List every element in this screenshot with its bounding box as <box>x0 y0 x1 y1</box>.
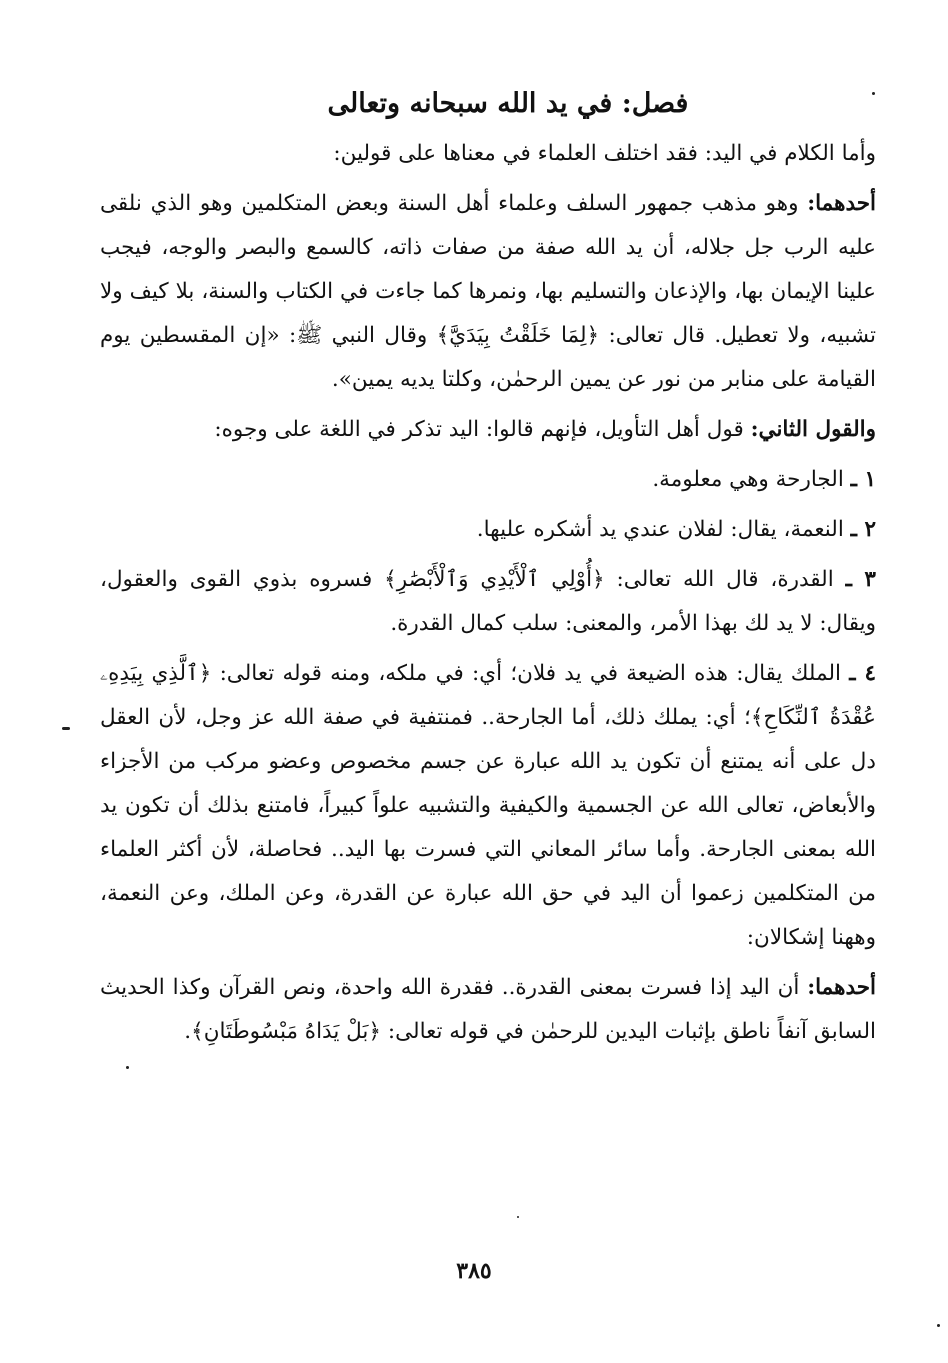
meaning-item-3 <box>100 558 876 646</box>
first-opinion-text-after: وقال النبي ﷺ: «إن المقسطين يوم القيامة على منابر من نور عن يمين الرحمٰن، وكلتا يديه يمين». <box>100 323 876 392</box>
scan-speck <box>62 727 70 730</box>
section-title: فصل: في يد الله سبحانه وتعالى <box>327 88 689 119</box>
meaning-text: الجارحة وهي معلومة. <box>652 467 851 492</box>
quran-verse: ﴿أُوْلِي ٱلْأَيْدِي وَٱلْأَبْصَٰرِ﴾ <box>384 567 605 592</box>
meaning-number: ١ ـ <box>850 467 876 492</box>
scan-speck <box>872 92 875 95</box>
scan-speck <box>126 1066 129 1069</box>
meaning-text: النعمة، يقال: لفلان عندي يد أشكره عليها. <box>476 517 851 542</box>
meaning-item-1 <box>100 458 876 502</box>
scan-speck <box>517 1216 519 1218</box>
quran-verse: ﴿لِمَا خَلَقْتُ بِيَدَيَّ﴾ <box>436 323 600 348</box>
meaning-item-4 <box>100 652 876 960</box>
quran-verse: ﴿بَلْ يَدَاهُ مَبْسُوطَتَانِ﴾ <box>191 1019 382 1044</box>
meaning-text: الملك يقال: هذه الضيعة في يد فلان؛ أي: في ملكه، ومنه قوله تعالى: <box>211 661 850 686</box>
meaning-text: القدرة، قال الله تعالى: <box>604 567 846 592</box>
page-number: ٣٨٥ <box>456 1258 492 1284</box>
first-problem-text: أن اليد إذا فسرت بمعنى القدرة.. فقدرة الله واحدة، ونص القرآن وكذا الحديث السابق آنفاً ناطق بإثبات اليدين للرحمٰن في قوله تعالى: <box>100 975 876 1044</box>
quran-verse: ﴿ٱلَّذِي بِيَدِهِۦ عُقْدَةُ ٱلنِّكَاحِ﴾ <box>100 661 876 730</box>
second-opinion-paragraph <box>100 408 876 452</box>
intro-paragraph: وأما الكلام في اليد: فقد اختلف العلماء في معناها على قولين: <box>333 141 876 166</box>
meaning-text-after: فسروه بذوي القوى والعقول، ويقال: لا يد لك بهذا الأمر، والمعنى: سلب كمال القدرة. <box>100 567 876 636</box>
second-opinion-text: قول أهل التأويل، فإنهم قالوا: اليد تذكر في اللغة على وجوه: <box>214 417 751 442</box>
first-opinion-text: وهو مذهب جمهور السلف وعلماء أهل السنة وبعض المتكلمين وهو الذي نلقى عليه الرب جل جلاله، أن يد الله صفة من صفات ذاته، كالسمع والبصر والوجه، فيجب علينا الإيمان بها، والإذعان والتسليم بها، ونمرها كما جاءت في الكتاب والسنة، بلا كيف ولا تشبيه، ولا تعطيل. قال تعالى: <box>100 191 876 348</box>
second-opinion-lead: والقول الثاني: <box>750 417 876 442</box>
meaning-number: ٢ ـ <box>850 517 876 542</box>
page-body <box>100 82 876 1060</box>
first-opinion-paragraph <box>100 182 876 402</box>
first-problem-lead: أحدهما: <box>807 975 876 1000</box>
meaning-text-after: ؛ أي: يملك ذلك، أما الجارحة.. فمنتفية في صفة الله عز وجل، لأن العقل دل على أنه يمتنع أن تكون يد الله عبارة عن جسم مخصوص وعضو مركب من الأجزاء والأبعاض، تعالى الله عن الجسمية والكيفية والتشبيه علواً كبيراً، فامتنع بذلك أن تكون يد الله بمعنى الجارحة. وأما سائر المعاني التي فسرت بها اليد.. فحاصلة، لأن أكثر العلماء من المتكلمين زعموا أن اليد في حق الله عبارة عن القدرة، وعن الملك، وعن النعمة، وههنا إشكالان: <box>100 705 876 950</box>
meaning-number: ٤ ـ <box>849 661 876 686</box>
meaning-item-2 <box>100 508 876 552</box>
meaning-number: ٣ ـ <box>845 567 876 592</box>
first-problem-paragraph <box>100 966 876 1054</box>
first-opinion-lead: أحدهما: <box>807 191 876 216</box>
first-problem-text-after: . <box>184 1019 192 1044</box>
scan-speck <box>937 1324 940 1327</box>
